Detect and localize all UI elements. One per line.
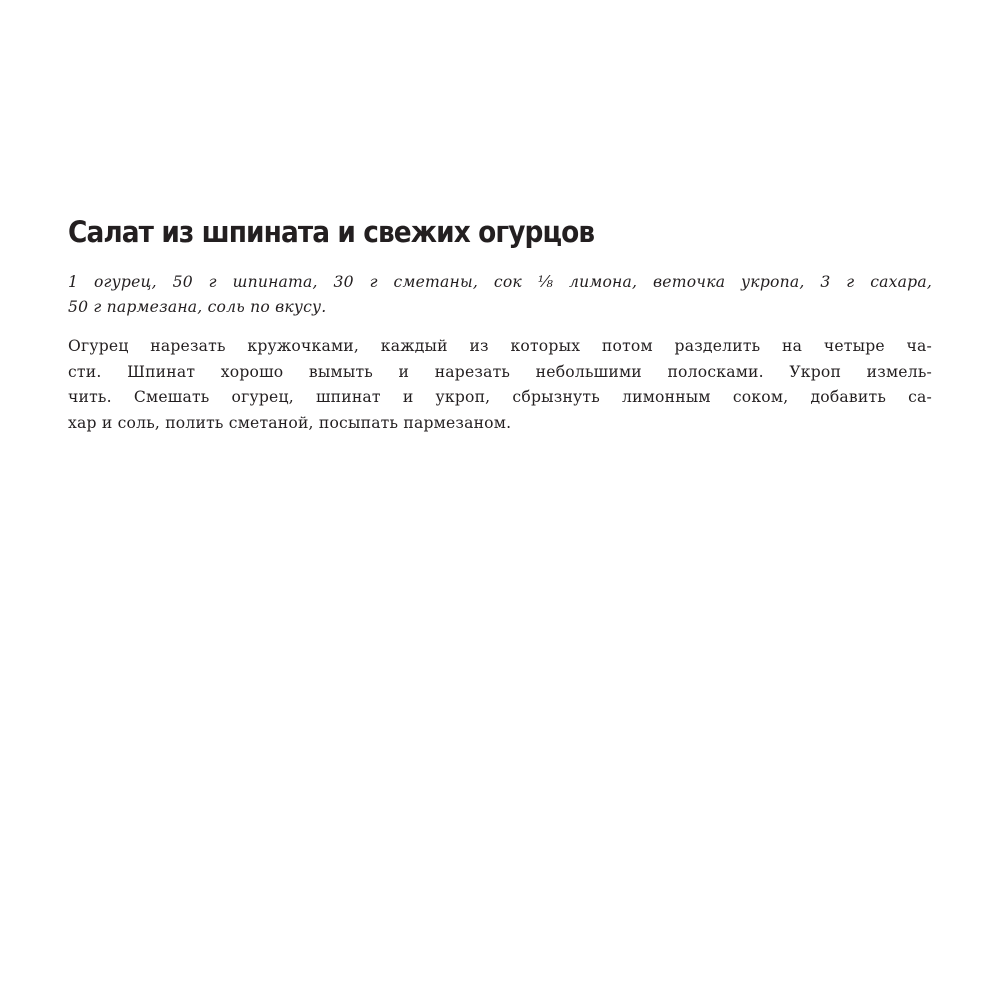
instructions-line: сти. Шпинат хорошо вымыть и нарезать небольшими полосками. Укроп измель- bbox=[68, 362, 932, 381]
instructions-line: чить. Смешать огурец, шпинат и укроп, сбрызнуть лимонным соком, добавить са- bbox=[68, 388, 932, 406]
cooking-instructions bbox=[68, 334, 932, 436]
recipe-title: Салат из шпината и свежих огурцов bbox=[68, 215, 595, 249]
ingredients-list bbox=[68, 270, 932, 320]
instructions-line: хар и соль, полить сметаной, посыпать пармезаном. bbox=[68, 413, 512, 432]
ingredients-line: 50 г пармезана, соль по вкусу. bbox=[68, 298, 327, 316]
instructions-line: Огурец нарезать кружочками, каждый из которых потом разделить на четыре ча- bbox=[68, 337, 932, 355]
recipe bbox=[68, 212, 932, 436]
ingredients-line: 1 огурец, 50 г шпината, 30 г сметаны, сок ⅛ лимона, веточка укропа, 3 г сахара, bbox=[68, 273, 932, 291]
